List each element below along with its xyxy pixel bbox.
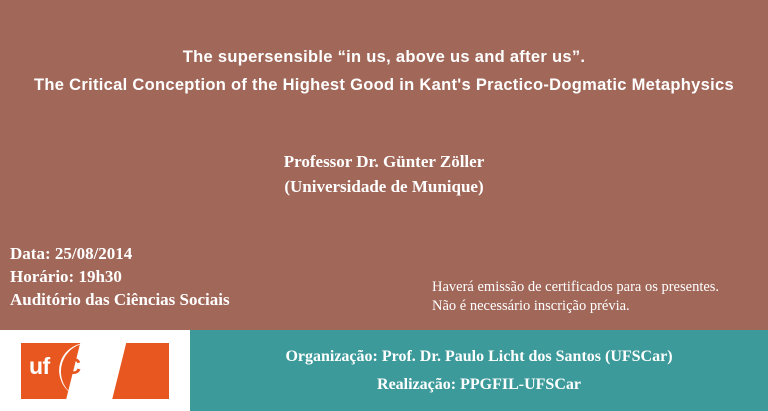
- poster-title: [0, 48, 768, 95]
- ufscar-logo: [21, 343, 169, 399]
- poster-footer: [0, 330, 768, 411]
- event-time: Horário: 19h30: [10, 266, 122, 286]
- speaker-affiliation: (Universidade de Munique): [284, 177, 484, 196]
- organization-band: [190, 330, 768, 411]
- logo-text-part2: SC: [49, 352, 81, 379]
- logo-text-part3: Ar: [80, 352, 106, 379]
- realization-line: Realização: PPGFIL-UFSCar: [377, 375, 581, 393]
- speaker-info: [0, 152, 768, 197]
- event-date: Data: 25/08/2014: [10, 244, 133, 263]
- logo-text-part1: uf: [29, 352, 50, 379]
- event-details: [10, 243, 230, 311]
- organization-line: Organização: Prof. Dr. Paulo Licht dos Santos (UFSCar): [285, 347, 673, 365]
- note-line-1: Haverá emissão de certificados para os presentes.: [432, 279, 720, 295]
- event-venue: Auditório das Ciências Sociais: [10, 289, 230, 309]
- logo-container: [0, 330, 190, 411]
- note-line-2: Não é necessário inscrição prévia.: [432, 297, 630, 314]
- title-line-1: The supersensible “in us, above us and after us”.: [182, 48, 586, 66]
- title-line-2: The Critical Conception of the Highest Good in Kant's Practico-Dogmatic Metaphysics: [34, 76, 734, 94]
- speaker-name: Professor Dr. Günter Zöller: [283, 152, 485, 171]
- event-note: [432, 278, 719, 316]
